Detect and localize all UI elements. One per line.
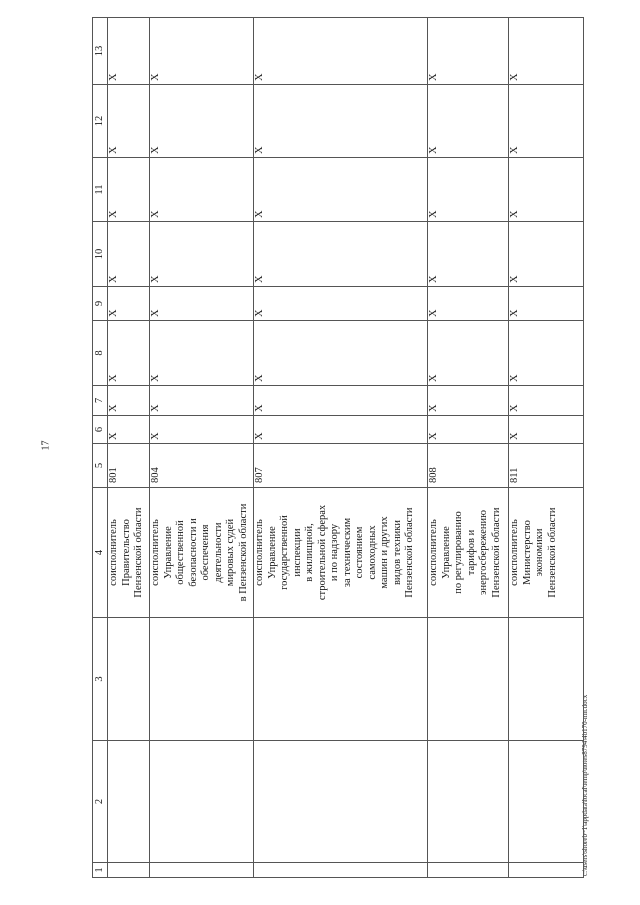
cell-empty-col3 — [428, 618, 509, 741]
x-mark: X — [428, 85, 509, 158]
x-mark: X — [254, 321, 428, 386]
col-header: 10 — [93, 222, 108, 287]
executor-name: соисполнитель Правительство Пензенской области — [108, 488, 150, 618]
x-mark: X — [509, 158, 584, 222]
x-mark: X — [150, 287, 254, 321]
col-header: 2 — [93, 741, 108, 863]
cell-empty-col2 — [150, 741, 254, 863]
col-header: 7 — [93, 386, 108, 416]
cell-empty-col3 — [509, 618, 584, 741]
x-mark: X — [428, 321, 509, 386]
x-mark: X — [509, 85, 584, 158]
col-header: 8 — [93, 321, 108, 386]
cell-empty-col2 — [254, 741, 428, 863]
x-mark: X — [150, 416, 254, 444]
x-mark: X — [254, 85, 428, 158]
x-mark: X — [428, 416, 509, 444]
x-mark: X — [150, 321, 254, 386]
x-mark: X — [108, 321, 150, 386]
x-mark: X — [150, 18, 254, 85]
x-mark: X — [428, 222, 509, 287]
table-row — [150, 18, 254, 878]
cell-empty-col1 — [254, 863, 428, 878]
col-header: 4 — [93, 488, 108, 618]
x-mark: X — [150, 158, 254, 222]
x-mark: X — [509, 18, 584, 85]
cell-empty-col1 — [509, 863, 584, 878]
rotated-table-container — [92, 18, 582, 878]
col-header: 5 — [93, 444, 108, 488]
cell-empty-col2 — [108, 741, 150, 863]
x-mark: X — [509, 287, 584, 321]
x-mark: X — [150, 222, 254, 287]
budget-code: 804 — [150, 444, 254, 488]
col-header: 13 — [93, 18, 108, 85]
x-mark: X — [150, 386, 254, 416]
x-mark: X — [428, 18, 509, 85]
col-header: 3 — [93, 618, 108, 741]
table-row — [108, 18, 150, 878]
cell-empty-col1 — [428, 863, 509, 878]
x-mark: X — [254, 18, 428, 85]
x-mark: X — [108, 386, 150, 416]
cell-empty-col3 — [150, 618, 254, 741]
x-mark: X — [509, 321, 584, 386]
table-row — [254, 18, 428, 878]
executor-name: соисполнитель Управление государственной инспекции в жилищной, строительной сферах и по надзору за техническим состоянием самоходных машин и других видов техники Пензенской области — [254, 488, 428, 618]
x-mark: X — [428, 158, 509, 222]
x-mark: X — [428, 287, 509, 321]
x-mark: X — [108, 416, 150, 444]
col-header: 11 — [93, 158, 108, 222]
x-mark: X — [509, 386, 584, 416]
cell-empty-col3 — [108, 618, 150, 741]
x-mark: X — [254, 158, 428, 222]
col-header: 1 — [93, 863, 108, 878]
x-mark: X — [254, 287, 428, 321]
program-table — [92, 17, 584, 878]
budget-code: 801 — [108, 444, 150, 488]
x-mark: X — [509, 222, 584, 287]
x-mark: X — [254, 416, 428, 444]
x-mark: X — [108, 222, 150, 287]
budget-code: 807 — [254, 444, 428, 488]
executor-name: соисполнитель Управление по регулированию тарифов и энергосбережению Пензенской области — [428, 488, 509, 618]
x-mark: X — [428, 386, 509, 416]
x-mark: X — [509, 416, 584, 444]
x-mark: X — [108, 85, 150, 158]
cell-empty-col1 — [108, 863, 150, 878]
cell-empty-col2 — [428, 741, 509, 863]
x-mark: X — [108, 18, 150, 85]
header-row — [93, 18, 108, 878]
cell-empty-col3 — [254, 618, 428, 741]
x-mark: X — [254, 386, 428, 416]
table-body — [108, 18, 584, 878]
budget-code: 811 — [509, 444, 584, 488]
table-row — [509, 18, 584, 878]
x-mark: X — [108, 158, 150, 222]
x-mark: X — [254, 222, 428, 287]
table-row — [428, 18, 509, 878]
x-mark: X — [108, 287, 150, 321]
cell-empty-col1 — [150, 863, 254, 878]
col-header: 12 — [93, 85, 108, 158]
executor-name: соисполнитель Министерство экономики Пензенской области — [509, 488, 584, 618]
cell-empty-col2 — [509, 741, 584, 863]
page-number: 17 — [40, 440, 52, 451]
budget-code: 808 — [428, 444, 509, 488]
file-path-text: c:\users\shoreb~1\appdata\local\temp\notes8794\4b170-mn.docx — [581, 694, 589, 876]
x-mark: X — [150, 85, 254, 158]
executor-name: соисполнитель Управление общественной безопасности и обеспечения деятельности мировых судей в Пензенской области — [150, 488, 254, 618]
col-header: 6 — [93, 416, 108, 444]
col-header: 9 — [93, 287, 108, 321]
